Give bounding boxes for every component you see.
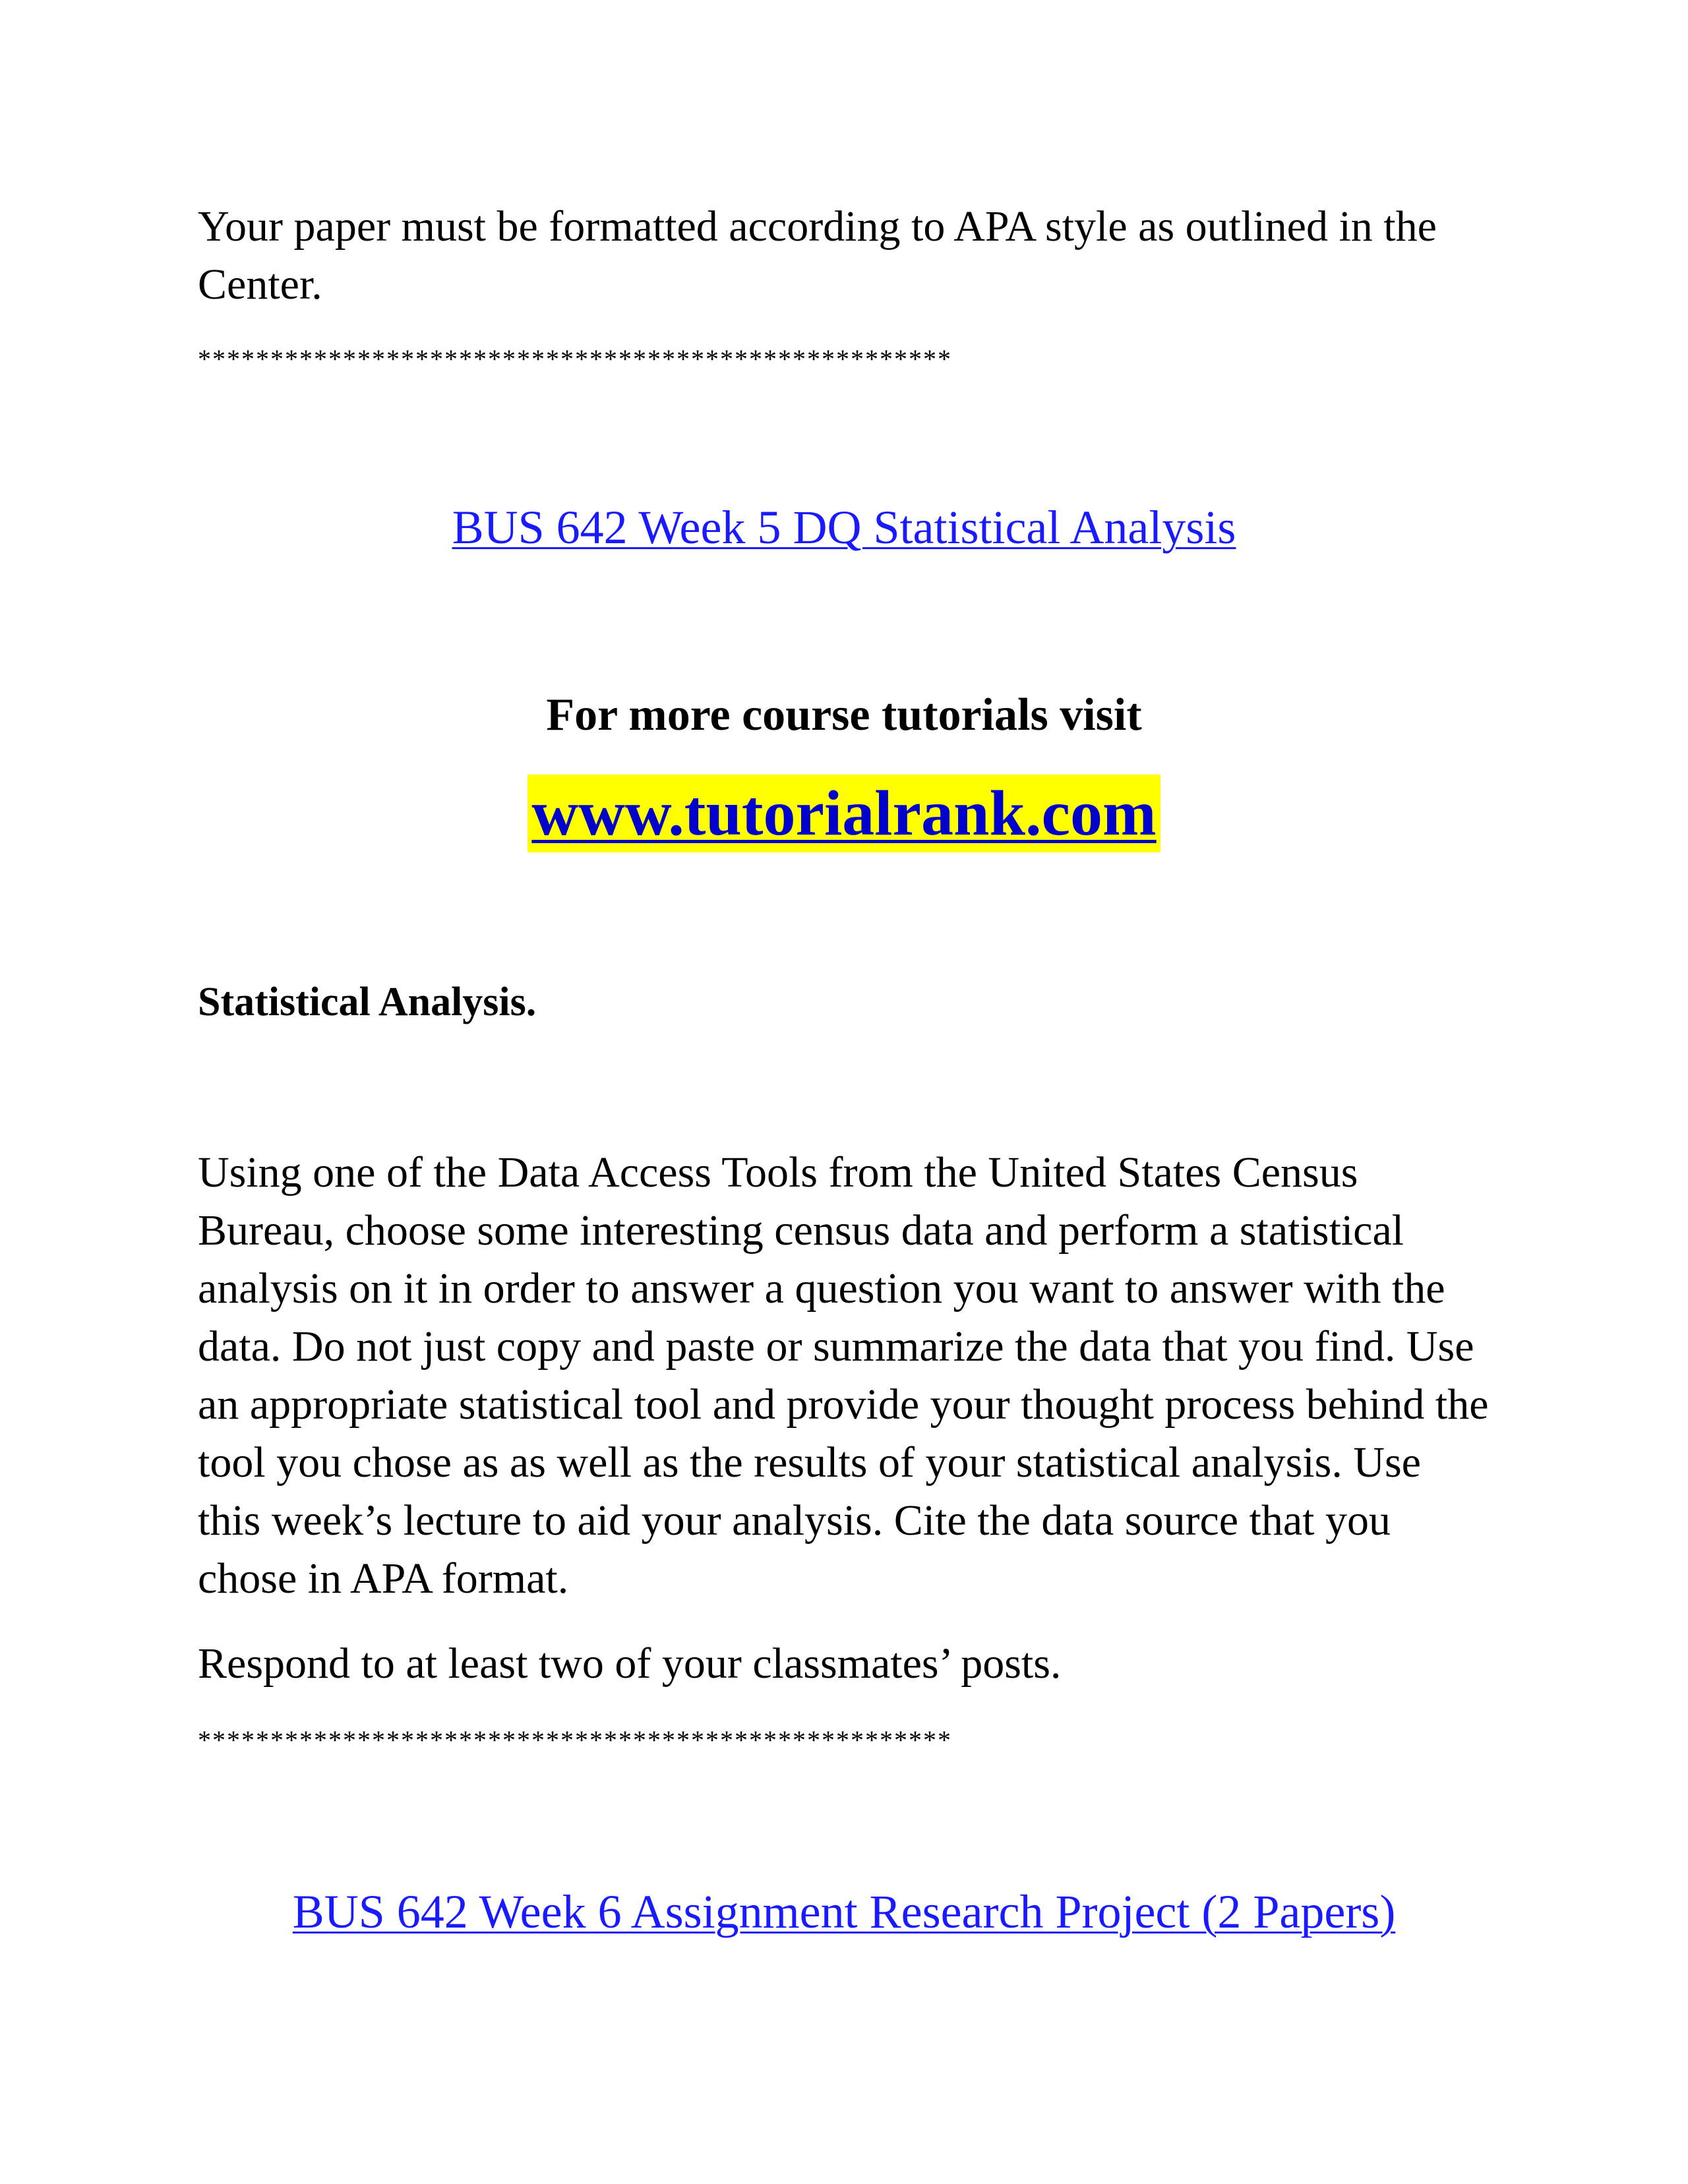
respond-paragraph: Respond to at least two of your classmates’ posts. xyxy=(198,1639,1062,1688)
week5-heading xyxy=(0,498,1688,557)
separator-stars: **************************************************** xyxy=(198,1725,952,1755)
week6-heading xyxy=(0,1882,1688,1941)
separator-stars: **************************************************** xyxy=(198,344,952,374)
section-title: Statistical Analysis. xyxy=(198,980,537,1024)
visit-text: For more course tutorials visit xyxy=(546,690,1142,740)
assignment-paragraph: Using one of the Data Access Tools from the United States Census Bureau, choose some interesting census data and perform a statistical analysis on it in order to answer a question you want to answer with the data. Do not just copy and paste or summarize the data that you find. Use an appropriate statistical tool and provide your thought process behind the tool you chose as as well as the results of your statistical analysis. Use this week’s lecture to aid your analysis. Cite the data source that you chose in APA format. xyxy=(198,1148,1489,1603)
week6-link[interactable]: BUS 642 Week 6 Assignment Research Project (2 Papers) xyxy=(292,1885,1396,1938)
tutorialrank-link[interactable]: www.tutorialrank.com xyxy=(528,775,1160,852)
site-link-wrapper xyxy=(0,775,1688,852)
week5-link[interactable]: BUS 642 Week 5 DQ Statistical Analysis xyxy=(452,501,1236,554)
intro-paragraph: Your paper must be formatted according to APA style as outlined in the Center. xyxy=(198,202,1437,309)
